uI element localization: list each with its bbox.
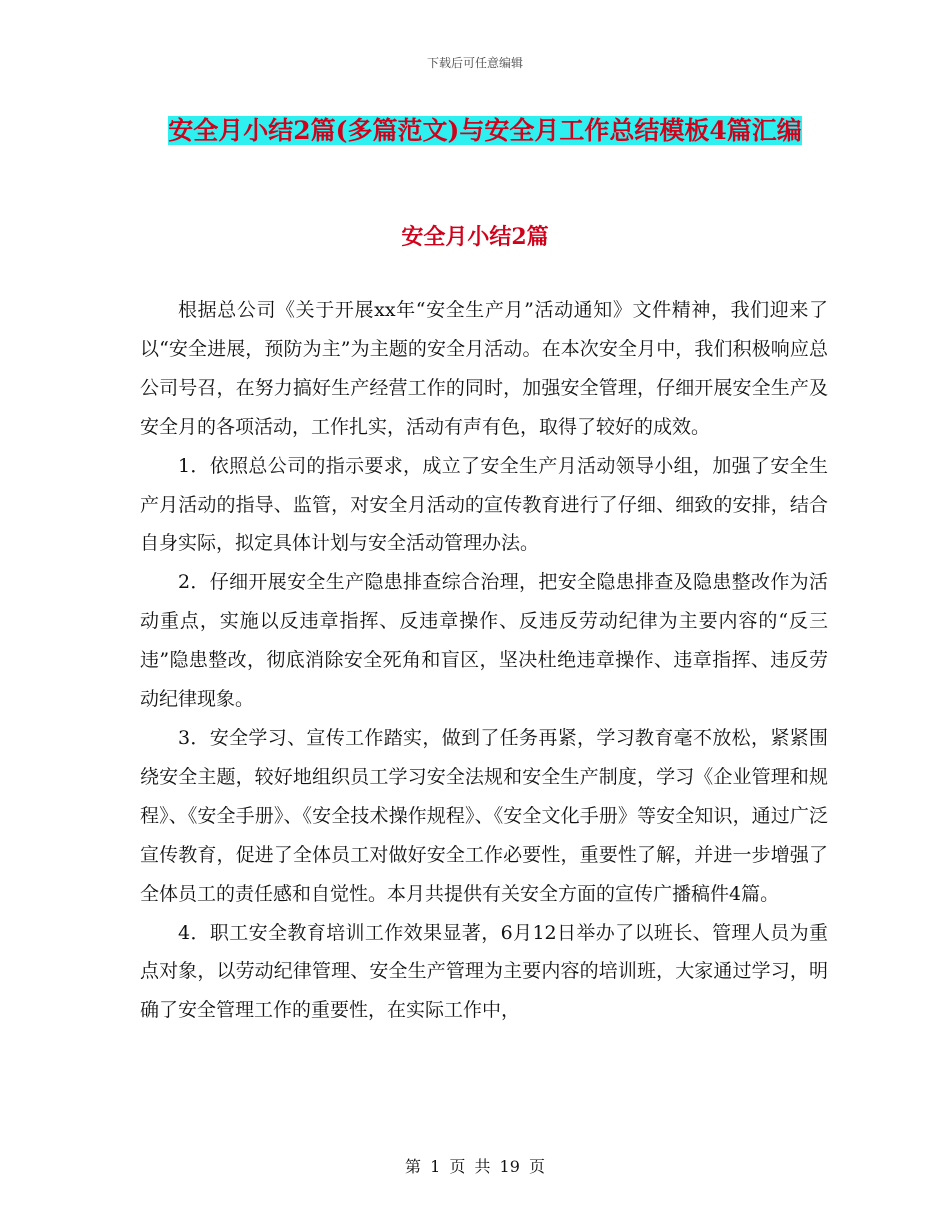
section-title: 安全月小结2篇 <box>401 224 549 250</box>
page-footer: 第 1 页 共 19 页 <box>405 1157 545 1176</box>
paragraph-item-1: 1．依照总公司的指示要求，成立了安全生产月活动领导小组，加强了安全生产月活动的指导、监管，对安全月活动的宣传教育进行了仔细、细致的安排，结合自身实际，拟定具体计划与安全活动管理办法。 <box>140 454 828 555</box>
header-note: 下载后可任意编辑 <box>426 56 523 70</box>
paragraph-intro: 根据总公司《关于开展xx年“安全生产月”活动通知》文件精神，我们迎来了以“安全进展，预防为主”为主题的安全月活动。在本次安全月中，我们积极响应总公司号召，在努力搞好生产经营工作的同时，加强安全管理，仔细开展安全生产及安全月的各项活动，工作扎实，活动有声有色，取得了较好的成效。 <box>140 299 828 438</box>
paragraph-item-2: 2．仔细开展安全生产隐患排查综合治理，把安全隐患排查及隐患整改作为活动重点，实施以反违章指挥、反违章操作、反违反劳动纪律为主要内容的“反三违”隐患整改，彻底消除安全死角和盲区，坚决杜绝违章操作、违章指挥、违反劳动纪律现象。 <box>140 571 828 711</box>
document-body <box>140 291 828 1030</box>
document-title <box>140 108 830 154</box>
paragraph-item-3: 3．安全学习、宣传工作踏实，做到了任务再紧，学习教育毫不放松，紧紧围绕安全主题，较好地组织员工学习安全法规和安全生产制度，学习《企业管理和规程》、《安全手册》、《安全技术操作规程》、《安全文化手册》等安全知识，通过广泛宣传教育，促进了全体员工对做好安全工作必要性，重要性了解，并进一步增强了全体员工的责任感和自觉性。本月共提供有关安全方面的宣传广播稿件4篇。 <box>140 726 828 905</box>
paragraph-item-4: 4．职工安全教育培训工作效果显著，6月12日举办了以班长、管理人员为重点对象，以劳动纪律管理、安全生产管理为主要内容的培训班，大家通过学习，明确了安全管理工作的重要性，在实际工作中， <box>140 921 828 1022</box>
document-title-text: 安全月小结2篇(多篇范文)与安全月工作总结模板4篇汇编 <box>168 116 802 145</box>
